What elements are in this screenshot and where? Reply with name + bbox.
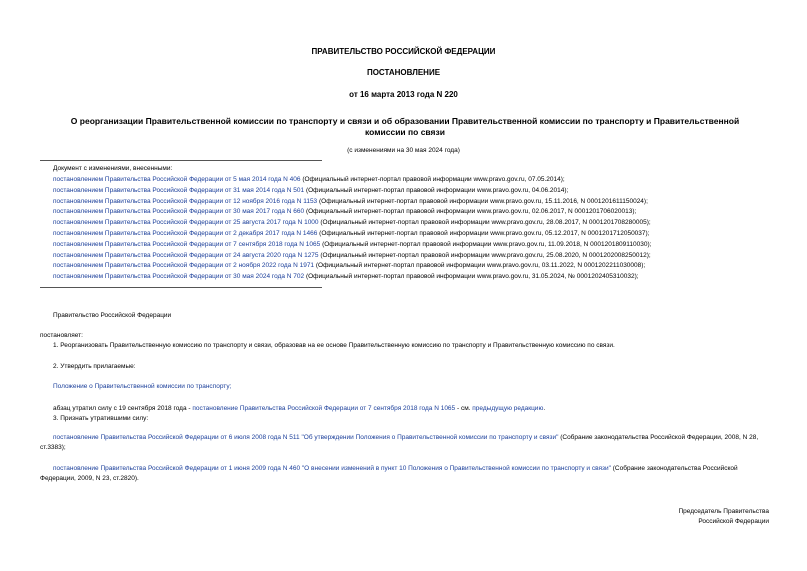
signature-title: Председатель Правительства: [678, 508, 769, 515]
change-link[interactable]: постановлением Правительства Российской Федерации от 12 ноября 2016 года N 1153: [53, 197, 318, 205]
repealed-source-1: (Собрание законодательства Российской Федерации, 2008, N 28, ст.3383);: [40, 434, 759, 451]
change-source: (Официальный интернет-портал правовой информации www.pravo.gov.ru, 04.06.2014);: [304, 186, 569, 194]
signature-org: Российской Федерации: [698, 518, 769, 525]
change-link[interactable]: постановлением Правительства Российской Федерации от 31 мая 2014 года N 501: [53, 186, 305, 194]
changes-intro: Документ с изменениями, внесенными:: [53, 165, 173, 172]
government-label: Правительство Российской Федерации: [53, 312, 172, 319]
doc-type-heading: ПОСТАНОВЛЕНИЕ: [366, 68, 441, 77]
change-source: (Официальный интернет-портал правовой информации www.pravo.gov.ru, 15.11.2016, N 0001201611150024);: [317, 197, 648, 205]
changes-note: (с изменениями на 30 мая 2024 года): [347, 147, 460, 154]
change-link[interactable]: постановлением Правительства Российской Федерации от 30 мая 2024 года N 702: [53, 273, 305, 281]
change-item: [53, 187, 568, 194]
change-link[interactable]: постановлением Правительства Российской Федерации от 30 мая 2017 года N 660: [53, 208, 305, 216]
bottom-divider: [40, 287, 322, 288]
change-item: [53, 219, 651, 226]
change-item: [53, 273, 639, 280]
lost-force-sep: - см.: [455, 405, 473, 412]
regulation-link[interactable]: Положение о Правительственной комиссии по транспорту;: [53, 383, 232, 390]
paragraph-2: 2. Утвердить прилагаемые:: [53, 363, 136, 370]
change-source: (Официальный интернет-портал правовой информации www.pravo.gov.ru, 11.09.2018, N 0001201809110030);: [320, 240, 652, 248]
repealed-link-1[interactable]: постановление Правительства Российской Федерации от 6 июля 2008 года N 511 "Об утверждении Положения о Правительственной комиссии по транспорту и связи": [53, 434, 559, 441]
change-link[interactable]: постановлением Правительства Российской Федерации от 2 ноября 2022 года N 1971: [53, 262, 315, 270]
change-link[interactable]: постановлением Правительства Российской Федерации от 7 сентября 2018 года N 1065: [53, 240, 321, 248]
issuer-heading: ПРАВИТЕЛЬСТВО РОССИЙСКОЙ ФЕДЕРАЦИИ: [311, 47, 496, 56]
change-item: [53, 230, 650, 237]
change-source: (Официальный интернет-портал правовой информации www.pravo.gov.ru, 02.06.2017, N 0001201706020013);: [304, 208, 637, 216]
lost-force-prefix: абзац утратил силу с 19 сентября 2018 года -: [53, 405, 193, 412]
change-source: (Официальный интернет-портал правовой информации www.pravo.gov.ru, 05.12.2017, N 0001201712050037);: [317, 230, 650, 237]
change-item: [53, 198, 648, 205]
document-title: О реорганизации Правительственной комиссии по транспорту и связи и об образовании Правительственной комиссии по транспорту и Правительственной комиссии по связи: [70, 116, 740, 137]
change-link[interactable]: постановлением Правительства Российской Федерации от 25 августа 2017 года N 1000: [53, 219, 319, 227]
change-source: (Официальный интернет-портал правовой информации www.pravo.gov.ru, 07.05.2014);: [300, 176, 565, 183]
change-source: (Официальный интернет-портал правовой информации www.pravo.gov.ru, 28.08.2017, N 0001201708280005);: [318, 219, 651, 227]
change-item: [53, 208, 636, 215]
lost-force-end: .: [543, 405, 546, 412]
lost-force-link[interactable]: постановление Правительства Российской Федерации от 7 сентября 2018 года N 1065: [192, 405, 456, 412]
paragraph-1: 1. Реорганизовать Правительственную комиссию по транспорту и связи, образовав на ее основе Правительственную комиссию по транспорту и Правительственную комиссию по связи.: [53, 342, 615, 349]
change-item: [53, 262, 645, 269]
repealed-item-1: [40, 433, 770, 453]
change-link[interactable]: постановлением Правительства Российской Федерации от 2 декабря 2017 года N 1466: [53, 230, 318, 237]
change-link[interactable]: постановлением Правительства Российской Федерации от 24 августа 2020 года N 1275: [53, 251, 319, 259]
top-divider: [40, 160, 322, 161]
change-item: [53, 176, 565, 183]
repealed-link-2[interactable]: постановление Правительства Российской Федерации от 1 июня 2009 года N 460 "О внесении изменений в пункт 10 Положения о Правительственной комиссии по транспорту и связи": [53, 465, 611, 472]
change-source: (Официальный интернет-портал правовой информации www.pravo.gov.ru, 25.08.2020, N 0001202008250012);: [318, 251, 651, 259]
repealed-source-2: (Собрание законодательства Российской Федерации, 2009, N 23, ст.2820).: [40, 465, 738, 482]
repealed-item-2: [40, 464, 770, 484]
change-item: [53, 241, 651, 248]
paragraph-3: 3. Признать утратившими силу:: [53, 415, 149, 422]
change-source: (Официальный интернет-портал правовой информации www.pravo.gov.ru, 31.05.2024, № 0001202405310032);: [304, 273, 639, 281]
decrees-label: постановляет:: [40, 332, 83, 339]
previous-edition-link[interactable]: предыдущую редакцию: [472, 405, 544, 412]
change-source: (Официальный интернет-портал правовой информации www.pravo.gov.ru, 03.11.2022, N 0001202211030008);: [314, 262, 646, 270]
change-item: [53, 252, 651, 259]
lost-force-note: [53, 405, 545, 412]
date-number-heading: от 16 марта 2013 года N 220: [349, 90, 458, 99]
change-link[interactable]: постановлением Правительства Российской Федерации от 5 мая 2014 года N 406: [53, 176, 301, 183]
